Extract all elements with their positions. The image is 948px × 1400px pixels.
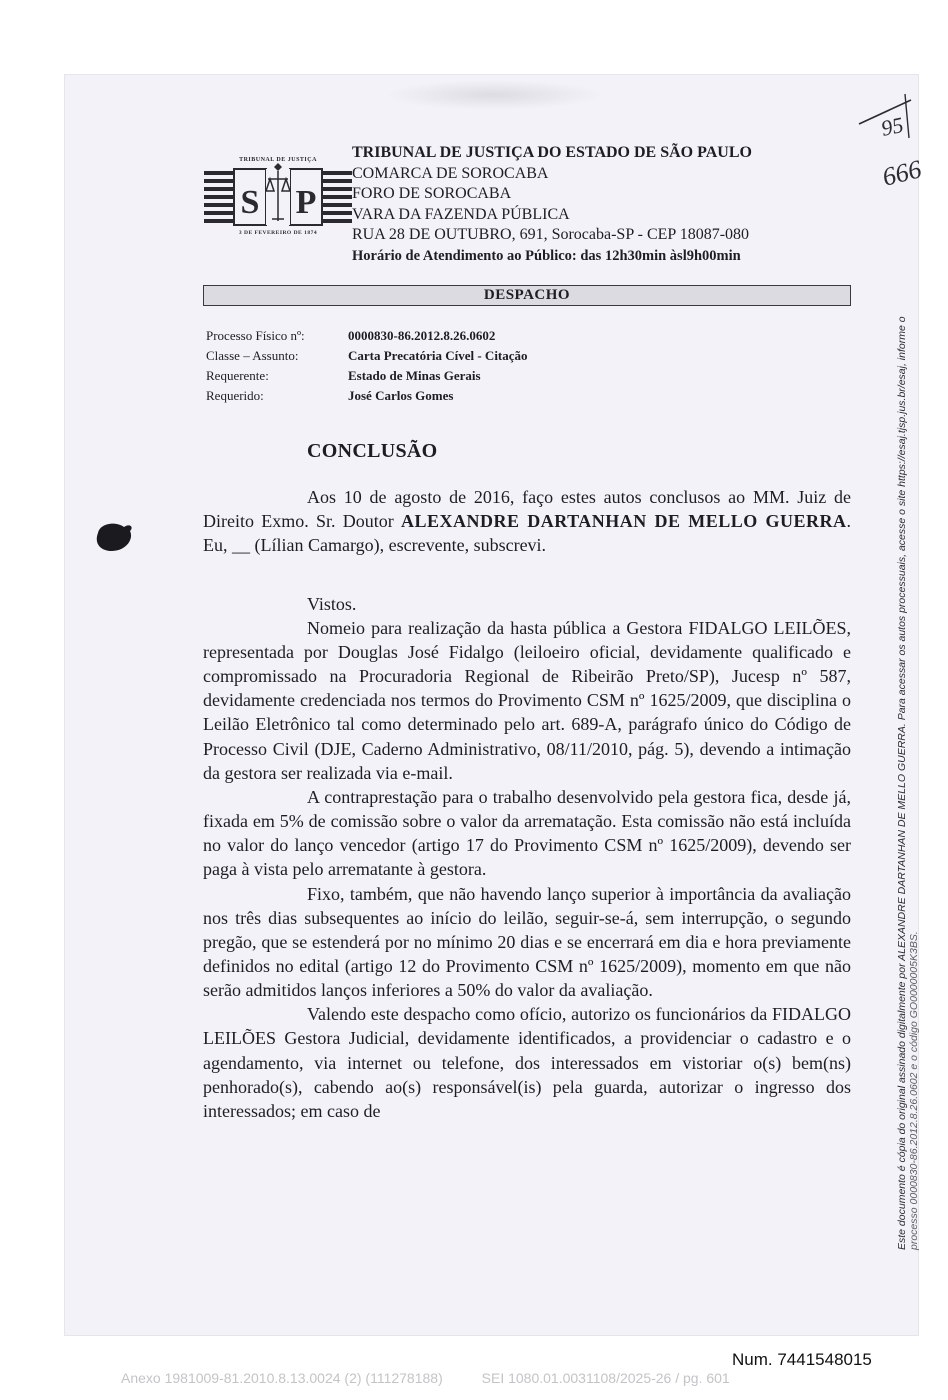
digital-signature-note xyxy=(896,130,920,1250)
info-label: Processo Físico nº: xyxy=(206,328,305,343)
conclusao-paragraph xyxy=(203,485,851,557)
scan-smudge xyxy=(384,80,604,110)
body-paragraph: A contraprestação para o trabalho desenvolvido pela gestora fica, desde já, fixada em 5% de comissão sobre o valor da arrematação. Esta comissão não está incluída no valor do lanço vencedor (artigo 17 do Provimento CSM nº 1625/2009), devendo ser paga à vista pelo arrematante à gestora. xyxy=(203,786,851,880)
info-value: José Carlos Gomes xyxy=(348,388,454,403)
court-emblem xyxy=(204,159,352,241)
emblem-s-letter: S xyxy=(240,184,260,221)
stamp-page-top: 95 xyxy=(878,111,906,141)
comarca: COMARCA DE SOROCABA xyxy=(352,164,549,182)
stamp-page-bottom: 666 xyxy=(879,154,925,192)
conclusao-heading: CONCLUSÃO xyxy=(307,440,438,462)
body-paragraph: Valendo este despacho como ofício, autorizo os funcionários da FIDALGO LEILÕES Gestora Judicial, devidamente identificados, a providenciar o cadastro e o agendamento, via internet ou telefone, dos interessados em vistoriar o(s) bem(ns) penhorado(s), cabendo ao(s) responsável(is) pela guarda, autorizar o ingresso dos interessados; em caso de xyxy=(203,1004,851,1121)
body-paragraph: Nomeio para realização da hasta pública a Gestora FIDALGO LEILÕES, representada por Douglas José Fidalgo (leiloeiro oficial, devidamente qualificado e compromissado na Procuradoria Regional de Ribeirão Preto/SP), Jucesp nº 587, devidamente credenciada nos termos do Provimento CSM nº 1625/2009, que disciplina o Leilão Eletrônico tal como determinado pelo art. 689-A, parágrafo único do Código de Processo Civil (DJE, Caderno Administrativo, 08/11/2010, pág. 5), devendo a intimação da gestora ser realizada via e-mail. xyxy=(203,617,851,783)
vara: VARA DA FAZENDA PÚBLICA xyxy=(352,205,570,223)
opening-hours: Horário de Atendimento ao Público: das 12h30min àsl9h00min xyxy=(352,247,741,264)
address: RUA 28 DE OUTUBRO, 691, Sorocaba-SP - CEP 18087-080 xyxy=(352,226,750,243)
info-row-requerido xyxy=(206,386,528,406)
info-value: Estado de Minas Gerais xyxy=(348,368,481,383)
signature-line-1: Este documento é cópia do original assinado digitalmente por ALEXANDRE DARTANHAN DE MELLO GUERRA. Para acessar os autos processuais, acesse o site https://esaj.tjsp.jus.br/esaj, informe o xyxy=(896,316,908,1250)
emblem-bottom-caption: 3 DE FEVEREIRO DE 1874 xyxy=(238,230,318,236)
body-paragraph: Fixo, também, que não havendo lanço superior à importância da avaliação nos três dias subsequentes ao início do leilão, seguir-se-á, sem interrupção, o segundo pregão, que se estenderá por no mínimo 20 dias e se encerrará em dia e hora previamente definidos no edital (artigo 12 do Provimento CSM nº 1625/2009), momento em que não serão admitidos lanços inferiores a 50% do valor da avaliação. xyxy=(203,883,851,1001)
document-number: Num. 7441548015 xyxy=(732,1350,872,1369)
info-label: Requerido: xyxy=(206,388,264,403)
despacho-title: DESPACHO xyxy=(203,285,851,306)
emblem-flag-icon xyxy=(204,159,352,241)
emblem-top-caption: TRIBUNAL DE JUSTIÇA xyxy=(239,157,317,163)
info-value: 0000830-86.2012.8.26.0602 xyxy=(348,328,496,343)
scanned-page xyxy=(64,74,925,1336)
document-body xyxy=(203,439,851,1123)
vistos: Vistos. xyxy=(307,593,357,614)
info-row-requerente xyxy=(206,366,528,386)
footer-left: Anexo 1981009-81.2010.8.13.0024 (2) (111278188) xyxy=(121,1370,443,1386)
conclusao-text-after: . Eu, __ (Lílian Camargo), escrevente, subscrevi. xyxy=(203,511,851,556)
info-label: Requerente: xyxy=(206,368,269,383)
signature-line-2: processo 0000830-86.2012.8.26.0602 e o código GO0000005K3BS. xyxy=(908,931,920,1250)
footer-reference xyxy=(121,1370,730,1386)
case-info xyxy=(206,326,528,406)
footer-right: SEI 1080.01.0031108/2025-26 / pg. 601 xyxy=(481,1370,730,1386)
foro: FORO DE SOROCABA xyxy=(352,185,512,202)
court-name: TRIBUNAL DE JUSTIÇA DO ESTADO DE SÃO PAULO xyxy=(352,144,752,161)
court-header xyxy=(352,143,752,266)
info-label: Classe – Assunto: xyxy=(206,348,299,363)
judge-name: ALEXANDRE DARTANHAN DE MELLO GUERRA xyxy=(400,511,847,532)
emblem-p-letter: P xyxy=(295,184,317,221)
info-row-classe xyxy=(206,346,528,366)
info-value: Carta Precatória Cível - Citação xyxy=(348,348,528,363)
conclusao-text-before: Aos 10 de agosto de 2016, faço estes autos conclusos ao MM. Juiz de Direito Exmo. Sr. Doutor xyxy=(203,487,851,532)
ink-blot-icon xyxy=(90,519,134,555)
info-row-processo xyxy=(206,326,528,346)
